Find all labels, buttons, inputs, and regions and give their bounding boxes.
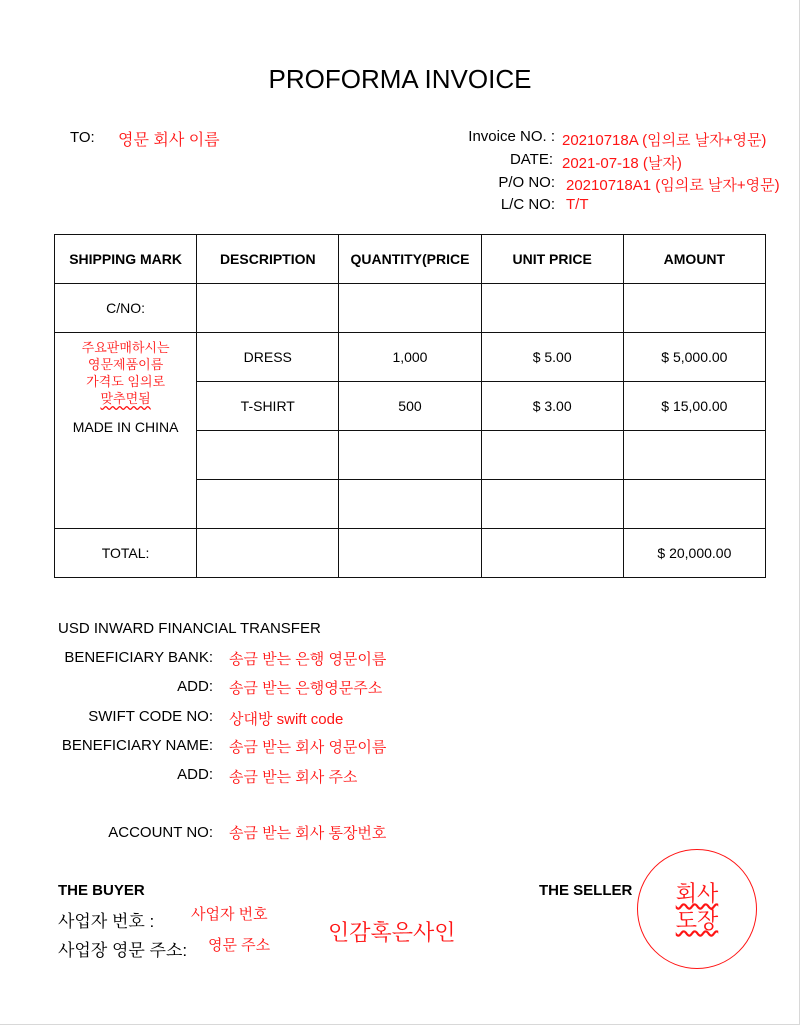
row-unit-price: $ 3.00: [481, 382, 623, 431]
empty-cell: [339, 529, 481, 578]
seller-heading: THE SELLER: [539, 882, 633, 899]
empty-cell: [623, 431, 765, 480]
bank-add-value: 송금 받는 은행영문주소: [229, 680, 383, 697]
bank-add-label: ADD:: [177, 678, 213, 695]
row-quantity: 500: [339, 382, 481, 431]
row-amount: $ 15,00.00: [623, 382, 765, 431]
shipping-mark-cell: [55, 333, 197, 529]
buyer-heading: THE BUYER: [58, 882, 145, 899]
total-row: [55, 529, 766, 578]
empty-cell: [197, 480, 339, 529]
empty-cell: [481, 431, 623, 480]
empty-cell: [339, 480, 481, 529]
buyer-addr-label: 사업장 영문 주소:: [58, 941, 188, 960]
po-no-label: P/O NO:: [498, 174, 555, 191]
lc-no-label: L/C NO:: [500, 196, 555, 213]
buyer-addr-value: 영문 주소: [208, 937, 271, 954]
to-label: TO:: [70, 129, 95, 146]
seal-line: 도장: [675, 908, 719, 933]
page-title: PROFORMA INVOICE: [268, 64, 532, 94]
empty-cell: [481, 284, 623, 333]
row-quantity: 1,000: [339, 333, 481, 382]
made-in-label: MADE IN CHINA: [72, 419, 179, 435]
lc-no-value: T/T: [566, 196, 589, 213]
cno-cell: C/NO:: [55, 284, 197, 333]
header-quantity: QUANTITY(PRICE: [339, 235, 481, 284]
beneficiary-name-value: 송금 받는 회사 영문이름: [229, 739, 387, 756]
bank-heading: USD INWARD FINANCIAL TRANSFER: [58, 620, 321, 637]
empty-cell: [339, 284, 481, 333]
empty-cell: [197, 529, 339, 578]
header-shipping-mark: SHIPPING MARK: [55, 235, 197, 284]
shipping-note-line: 영문제품이름: [87, 357, 164, 372]
row-unit-price: $ 5.00: [481, 333, 623, 382]
total-label: TOTAL:: [55, 529, 197, 578]
empty-cell: [197, 284, 339, 333]
table-header-row: [55, 235, 766, 284]
account-no-label: ACCOUNT NO:: [108, 824, 213, 841]
buyer-reg-value: 사업자 번호: [191, 906, 268, 923]
invoice-no-label: Invoice NO. :: [468, 128, 555, 145]
shipping-note-line: 가격도 임의로: [86, 374, 166, 389]
company-add-value: 송금 받는 회사 주소: [229, 769, 358, 786]
empty-cell: [339, 431, 481, 480]
empty-cell: [623, 480, 765, 529]
shipping-note-line: 주요판매하시는: [81, 340, 170, 355]
table-row: [55, 284, 766, 333]
row-description: T-SHIRT: [197, 382, 339, 431]
header-description: DESCRIPTION: [197, 235, 339, 284]
empty-cell: [197, 431, 339, 480]
date-value: 2021-07-18 (날자): [562, 155, 682, 172]
swift-code-value: 상대방 swift code: [229, 711, 344, 728]
company-add-label: ADD:: [177, 766, 213, 783]
beneficiary-name-label: BENEFICIARY NAME:: [61, 737, 213, 754]
company-seal: [637, 849, 757, 969]
row-amount: $ 5,000.00: [623, 333, 765, 382]
account-no-value: 송금 받는 회사 통장번호: [229, 825, 387, 842]
shipping-note-line: 맞추면됨: [100, 391, 151, 406]
date-label: DATE:: [509, 151, 553, 168]
po-no-value: 20210718A1 (임의로 날자+영문): [566, 177, 780, 194]
buyer-reg-label: 사업자 번호 :: [58, 912, 155, 931]
swift-code-label: SWIFT CODE NO:: [88, 708, 213, 725]
table-row: [55, 333, 766, 382]
seal-line: 회사: [675, 881, 719, 906]
header-unit-price: UNIT PRICE: [481, 235, 623, 284]
total-amount: $ 20,000.00: [623, 529, 765, 578]
to-value: 영문 회사 이름: [118, 132, 220, 149]
invoice-table: [54, 234, 766, 578]
empty-cell: [481, 480, 623, 529]
beneficiary-bank-value: 송금 받는 은행 영문이름: [229, 651, 387, 668]
invoice-no-value: 20210718A (임의로 날자+영문): [562, 132, 767, 149]
header-amount: AMOUNT: [623, 235, 765, 284]
row-description: DRESS: [197, 333, 339, 382]
empty-cell: [623, 284, 765, 333]
beneficiary-bank-label: BENEFICIARY BANK:: [64, 649, 213, 666]
buyer-signature: 인감혹은사인: [328, 920, 456, 945]
empty-cell: [481, 529, 623, 578]
